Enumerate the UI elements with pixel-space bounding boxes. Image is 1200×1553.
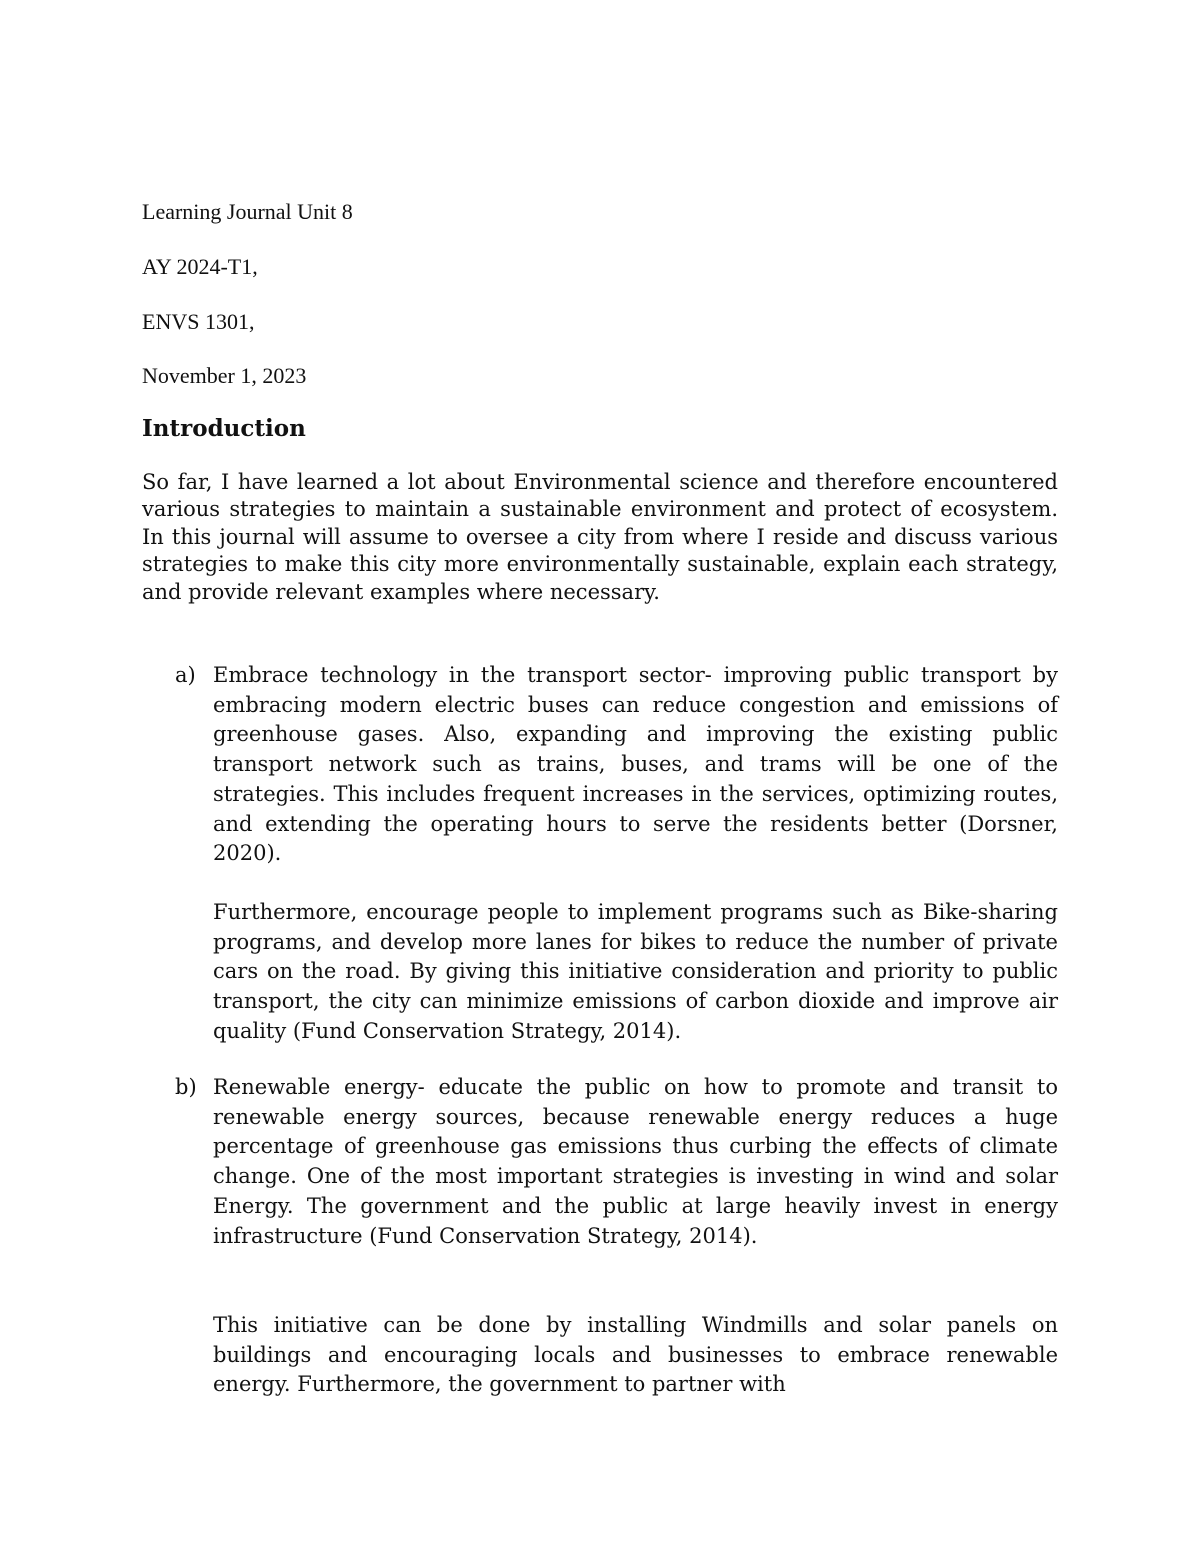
- submission-date: November 1, 2023: [142, 363, 307, 388]
- introduction-heading: Introduction: [142, 415, 306, 442]
- course-code: ENVS 1301,: [142, 309, 255, 334]
- strategy-a-paragraph-1: Embrace technology in the transport sector- improving public transport by embracing modern electric buses can reduce congestion and emissions of greenhouse gases. Also, expanding and improving the existing public transport network such as trains, buses, and trams will be one of the strategies. This includes frequent increases in the services, optimizing routes, and extending the operating hours to serve the residents better (Dorsner, 2020).: [213, 663, 1058, 866]
- journal-title: Learning Journal Unit 8: [142, 199, 353, 224]
- academic-term: AY 2024-T1,: [142, 254, 258, 279]
- strategy-b-paragraph-2: This initiative can be done by installing Windmills and solar panels on buildings and encouraging locals and businesses to embrace renewable energy. Furthermore, the government to partner with: [213, 1313, 1058, 1397]
- list-marker-a: a): [175, 663, 196, 687]
- list-marker-b: b): [175, 1075, 197, 1099]
- introduction-paragraph: So far, I have learned a lot about Environmental science and therefore encountered various strategies to maintain a sustainable environment and protect of ecosystem. In this journal will assume to oversee a city from where I reside and discuss various strategies to make this city more environmentally sustainable, explain each strategy, and provide relevant examples where necessary.: [142, 470, 1058, 604]
- strategy-b-paragraph-1: Renewable energy- educate the public on how to promote and transit to renewable energy sources, because renewable energy reduces a huge percentage of greenhouse gas emissions thus curbing the effects of climate change. One of the most important strategies is investing in wind and solar Energy. The government and the public at large heavily invest in energy infrastructure (Fund Conservation Strategy, 2014).: [213, 1075, 1058, 1248]
- strategy-a-paragraph-2: Furthermore, encourage people to implement programs such as Bike-sharing programs, and develop more lanes for bikes to reduce the number of private cars on the road. By giving this initiative consideration and priority to public transport, the city can minimize emissions of carbon dioxide and improve air quality (Fund Conservation Strategy, 2014).: [213, 900, 1058, 1043]
